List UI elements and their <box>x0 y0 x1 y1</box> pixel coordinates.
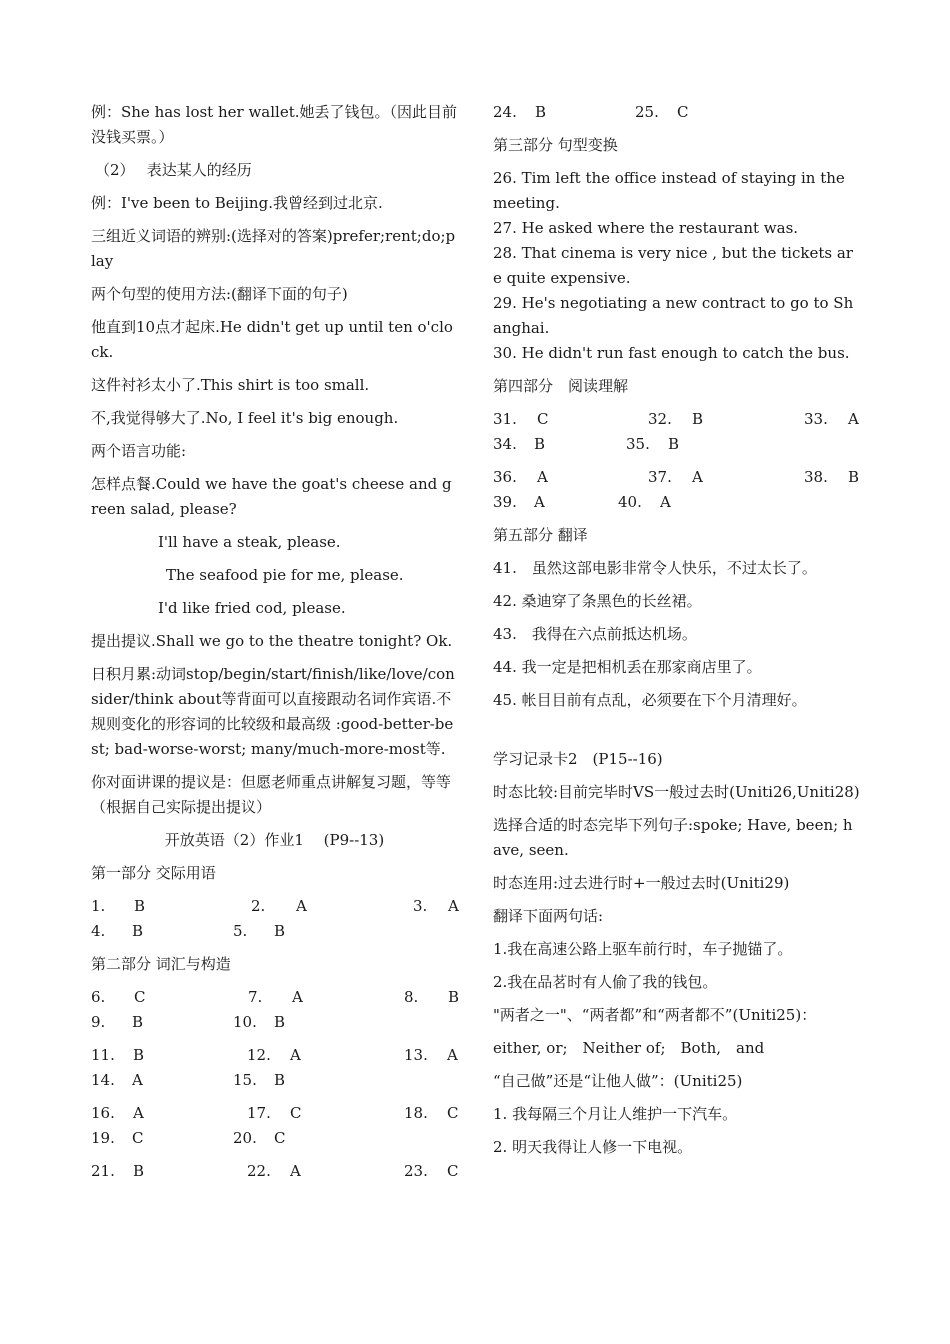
answer-row <box>91 1159 458 1184</box>
answer-row <box>91 1010 458 1035</box>
answer-letter: B <box>692 410 704 428</box>
answer-number: 39. <box>493 493 517 511</box>
text-paragraph: 1. 我每隔三个月让人维护一下汽车。 <box>493 1105 738 1123</box>
section-heading: 第二部分 词汇与构造 <box>91 955 231 973</box>
answer-number: 8. <box>404 988 419 1006</box>
text-paragraph: 选择合适的时态完毕下列句子:spoke; Have, been; have, seen. <box>493 816 853 859</box>
answer-number: 16. <box>91 1104 115 1122</box>
translation-item: 45. 帐目目前有点乱，必须要在下个月清理好。 <box>493 691 807 709</box>
answer-group <box>91 1159 458 1184</box>
answer-letter: C <box>677 103 689 121</box>
answer-row <box>493 100 860 125</box>
text-paragraph: either, or; Neither of; Both, and <box>493 1039 765 1057</box>
text-paragraph: 怎样点餐.Could we have the goat's cheese and green salad, please? <box>91 475 452 518</box>
answer-number: 32. <box>648 410 672 428</box>
text-paragraph: 两个句型的使用方法:(翻译下面的句子) <box>91 285 348 303</box>
answer-number: 25. <box>635 103 659 121</box>
answer-letter: A <box>537 468 548 486</box>
answer-number: 6. <box>91 988 106 1006</box>
answer-group <box>493 465 860 515</box>
text-paragraph: 三组近义词语的辨别:(选择对的答案)prefer;rent;do;play <box>91 227 456 270</box>
left-column <box>91 100 458 1192</box>
answer-number: 19. <box>91 1129 115 1147</box>
answer-row <box>91 1043 458 1068</box>
answer-letter: A <box>692 468 703 486</box>
answer-letter: B <box>134 897 146 915</box>
section-heading: （2） 表达某人的经历 <box>95 161 252 179</box>
answer-row <box>91 894 458 919</box>
example-sentence: I'd like fried cod, please. <box>158 599 346 617</box>
example-sentence: I'll have a steak, please. <box>158 533 341 551</box>
translation-item: 41. 虽然这部电影非常令人快乐，不过太长了。 <box>493 559 817 577</box>
record-card-title: 学习记录卡2 (P15--16) <box>493 750 663 768</box>
answer-number: 23. <box>404 1162 428 1180</box>
answer-letter: B <box>535 103 547 121</box>
answer-number: 3. <box>413 897 428 915</box>
text-paragraph: 翻译下面两句话: <box>493 907 604 925</box>
answer-letter: C <box>290 1104 302 1122</box>
answer-letter: C <box>537 410 549 428</box>
answer-number: 1. <box>91 897 106 915</box>
text-paragraph: 日积月累:动词stop/begin/start/finish/like/love/consider/think about等背面可以直接跟动名词作宾语.不规则变化的形容词的比较级和最高级 :good-better-best; bad-worse-worst; many/much-more-most等. <box>91 665 455 758</box>
translation-item: 43. 我得在六点前抵达机场。 <box>493 625 697 643</box>
answer-group <box>91 894 458 944</box>
answer-number: 36. <box>493 468 517 486</box>
text-paragraph: "两者之一"、“两者都”和“两者都不”(Uniti25)： <box>493 1006 817 1024</box>
section-heading: 第五部分 翻译 <box>493 526 588 544</box>
text-paragraph: 时态连用:过去进行时+一般过去时(Uniti29) <box>493 874 790 892</box>
section-heading: 第三部分 句型变换 <box>493 136 618 154</box>
answer-letter: C <box>132 1129 144 1147</box>
answer-letter: B <box>132 1013 144 1031</box>
text-paragraph: 不,我觉得够大了.No, I feel it's big enough. <box>91 409 399 427</box>
answer-group <box>493 407 860 457</box>
answer-letter: B <box>534 435 546 453</box>
text-paragraph: 他直到10点才起床.He didn't get up until ten o'clock. <box>91 318 453 361</box>
answer-letter: B <box>274 1013 286 1031</box>
text-paragraph: 例：I've been to Beijing.我曾经到过北京. <box>91 194 383 212</box>
answer-number: 35. <box>626 435 650 453</box>
answer-number: 13. <box>404 1046 428 1064</box>
answer-row <box>493 407 860 432</box>
text-paragraph: 两个语言功能: <box>91 442 187 460</box>
answer-number: 34. <box>493 435 517 453</box>
answer-row <box>91 1101 458 1126</box>
answer-letter: B <box>274 922 286 940</box>
answer-row <box>91 919 458 944</box>
answer-letter: C <box>447 1162 459 1180</box>
answer-number: 7. <box>248 988 263 1006</box>
answer-letter: A <box>132 1071 143 1089</box>
text-paragraph: 29. He's negotiating a new contract to go to Shanghai. <box>493 294 854 337</box>
text-paragraph: “自己做”还是“让他人做”：(Uniti25) <box>493 1072 743 1090</box>
text-paragraph: 2.我在品茗时有人偷了我的钱包。 <box>493 973 718 991</box>
text-paragraph: 时态比较:目前完毕时VS一般过去时(Uniti26,Uniti28) <box>493 783 860 801</box>
answer-number: 17. <box>247 1104 271 1122</box>
answer-letter: A <box>290 1162 301 1180</box>
example-sentence: The seafood pie for me, please. <box>166 566 404 584</box>
answer-letter: A <box>848 410 859 428</box>
answer-number: 12. <box>247 1046 271 1064</box>
answer-letter: A <box>448 897 459 915</box>
text-paragraph: 1.我在高速公路上驱车前行时，车子抛锚了。 <box>493 940 793 958</box>
answer-number: 15. <box>233 1071 257 1089</box>
text-paragraph: 30. He didn't run fast enough to catch the bus. <box>493 344 850 362</box>
answer-number: 14. <box>91 1071 115 1089</box>
answer-row <box>91 985 458 1010</box>
answer-letter: A <box>290 1046 301 1064</box>
text-paragraph: 你对面讲课的提议是：但愿老师重点讲解复习题，等等（根据自己实际提出提议） <box>91 773 452 816</box>
text-paragraph: 26. Tim left the office instead of staying in the meeting. <box>493 169 845 212</box>
answer-letter: A <box>534 493 545 511</box>
answer-number: 40. <box>618 493 642 511</box>
answer-group <box>91 1043 458 1093</box>
section-heading: 第一部分 交际用语 <box>91 864 216 882</box>
answer-number: 11. <box>91 1046 115 1064</box>
text-paragraph: 28. That cinema is very nice , but the tickets are quite expensive. <box>493 244 853 287</box>
text-paragraph: 这件衬衫太小了.This shirt is too small. <box>91 376 370 394</box>
answer-number: 37. <box>648 468 672 486</box>
answer-letter: B <box>668 435 680 453</box>
answer-group <box>91 1101 458 1151</box>
answer-number: 5. <box>233 922 248 940</box>
answer-letter: A <box>660 493 671 511</box>
section-heading: 第四部分 阅读理解 <box>493 377 629 395</box>
answer-letter: B <box>448 988 460 1006</box>
right-column <box>493 100 860 1168</box>
answer-group <box>91 985 458 1035</box>
text-paragraph: 2. 明天我得让人修一下电视。 <box>493 1138 693 1156</box>
answer-row <box>493 490 860 515</box>
answer-row <box>91 1126 458 1151</box>
text-paragraph: 提出提议.Shall we go to the theatre tonight? Ok. <box>91 632 453 650</box>
translation-item: 44. 我一定是把相机丢在那家商店里了。 <box>493 658 762 676</box>
answer-letter: A <box>447 1046 458 1064</box>
answer-letter: A <box>296 897 307 915</box>
answer-number: 20. <box>233 1129 257 1147</box>
answer-number: 22. <box>247 1162 271 1180</box>
answer-letter: A <box>133 1104 144 1122</box>
answer-letter: C <box>274 1129 286 1147</box>
answer-number: 4. <box>91 922 106 940</box>
answer-row <box>91 1068 458 1093</box>
assignment-title: 开放英语（2）作业1 (P9--13) <box>164 831 385 849</box>
answer-letter: C <box>134 988 146 1006</box>
answer-number: 18. <box>404 1104 428 1122</box>
answer-number: 9. <box>91 1013 106 1031</box>
answer-number: 38. <box>804 468 828 486</box>
answer-letter: C <box>447 1104 459 1122</box>
answer-letter: A <box>292 988 303 1006</box>
answer-group <box>493 100 860 125</box>
answer-letter: B <box>274 1071 286 1089</box>
answer-row <box>493 465 860 490</box>
answer-number: 21. <box>91 1162 115 1180</box>
answer-number: 24. <box>493 103 517 121</box>
answer-letter: B <box>133 1046 145 1064</box>
answer-number: 2. <box>251 897 266 915</box>
translation-item: 42. 桑迪穿了条黑色的长丝裙。 <box>493 592 702 610</box>
answer-letter: B <box>132 922 144 940</box>
answer-number: 31. <box>493 410 517 428</box>
answer-number: 33. <box>804 410 828 428</box>
answer-number: 10. <box>233 1013 257 1031</box>
text-paragraph: 例：She has lost her wallet.她丢了钱包。（因此目前没钱买票。） <box>91 103 457 146</box>
text-paragraph: 27. He asked where the restaurant was. <box>493 219 799 237</box>
answer-letter: B <box>848 468 860 486</box>
answer-row <box>493 432 860 457</box>
answer-letter: B <box>133 1162 145 1180</box>
